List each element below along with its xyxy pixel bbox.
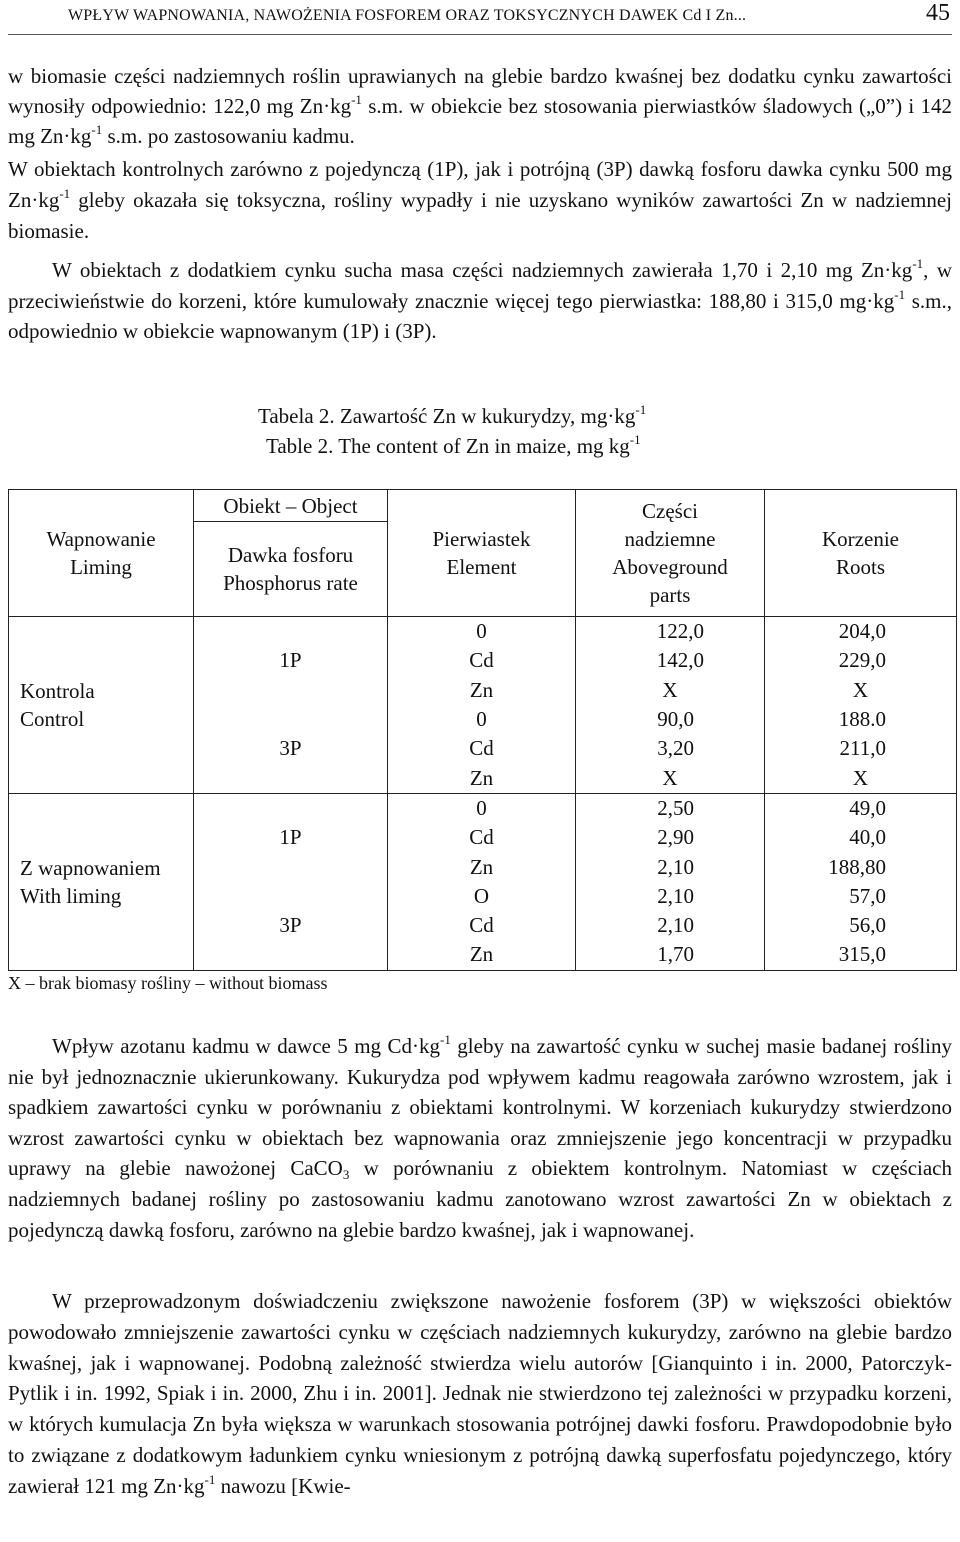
paragraph-4 [8, 1031, 952, 1245]
p1-text-a: w biomasie części nadziemnych roślin uprawianych na glebie bardzo kwaśnej bez dodatku cynku zawartości wynosiły odpowiednio: 122,0 mg Zn·kg [8, 64, 952, 118]
header-roots [765, 490, 957, 617]
cell-roots: 40,0 [765, 823, 957, 852]
cell-rate: 1P [194, 793, 388, 881]
cell-roots: 188.0 [765, 705, 957, 734]
cell-element: Cd [388, 911, 576, 940]
caption-en-exponent: -1 [629, 432, 641, 447]
running-title: WPŁYW WAPNOWANIA, NAWOŻENIA FOSFOREM ORAZ TOKSYCZNYCH DAWEK Cd I Zn... [68, 7, 747, 24]
header-liming-pl: Wapnowanie [46, 527, 156, 551]
p5-text-b: nawozu [Kwie- [215, 1473, 351, 1498]
paragraph-3 [8, 255, 952, 347]
table-row [9, 793, 957, 823]
cell-rate: 3P [194, 705, 388, 793]
cell-element: Cd [388, 646, 576, 675]
header-object: Obiekt – Object [194, 490, 388, 522]
cell-roots: 57,0 [765, 882, 957, 911]
header-phosphorus-rate [194, 522, 388, 617]
header-aboveground-2: nadziemne [624, 527, 716, 551]
p5-text-a: W przeprowadzonym doświadczeniu zwiększone nawożenie fosforem (3P) w większości obiektów powodowało zmniejszenie zawartości cynku w częściach nadziemnych kukurydzy, zarówno na glebie bardzo kwaśnej, jak i wapnowanej. Podobną zależność stwierdza wielu autorów [Gianquinto i in. 2000, Patorczyk-Pytlik i in. 1992, Spiak i in. 2000, Zhu i in. 2001]. Jednak nie stwierdzono tej zależności w przypadku korzeni, w których kumulacja Zn była większa w warunkach stosowania potrójnej dawki fosforu. Prawdopodobnie było to związane z dodatkowym ładunkiem cynku wniesionym z potrójną dawką superfosfatu pojedynczego, który zawierał 121 mg Zn·kg [8, 1289, 952, 1498]
limed-en: With liming [20, 883, 122, 908]
cell-aboveground: 2,10 [576, 911, 765, 940]
header-element [388, 490, 576, 617]
header-roots-en: Roots [835, 555, 885, 579]
zn-content-table-wrap [8, 489, 956, 971]
cell-element: Cd [388, 823, 576, 852]
p4-text-a: Wpływ azotanu kadmu w dawce 5 mg Cd·kg [52, 1034, 440, 1058]
cell-roots: 229,0 [765, 646, 957, 675]
header-aboveground-1: Części [642, 499, 698, 523]
header-liming-en: Liming [70, 555, 132, 579]
cell-aboveground: X [576, 763, 765, 793]
p3-exponent-2: -1 [894, 286, 906, 302]
paragraph-2 [8, 154, 952, 247]
cell-liming-limed [9, 793, 194, 970]
table-footnote: X – brak biomasy rośliny – without biomass [8, 973, 328, 993]
p3-text-c: s.m., odpowiednio w obiekcie wapnowanym (1P) i (3P). [8, 288, 952, 343]
cell-aboveground: 2,10 [576, 882, 765, 911]
cell-element: Zn [388, 852, 576, 881]
p4-text-b: gleby na zawartość cynku w suchej masie badanej rośliny nie był jednoznacznie ukierunkowany. Kukurydza pod wpływem kadmu reagowała zarówno wzrostem, jak i spadkiem zawartości cynku w porównaniu z obiektami kontrolnymi. W korzeniach kukurydzy stwierdzono wzrost zawartości cynku w obiektach bez wapnowania oraz zmniejszenie jego koncentracji w przypadku uprawy na glebie nawożonej CaCO [8, 1034, 952, 1181]
p1-exponent-1: -1 [351, 91, 362, 107]
cell-roots: 211,0 [765, 734, 957, 763]
page-number: 45 [926, 0, 950, 26]
header-roots-pl: Korzenie [822, 527, 899, 551]
cell-element: 0 [388, 705, 576, 734]
p4-text-c: w porównaniu z obiektem kontrolnym. Natomiast w częściach nadziemnych badanej rośliny po zastosowaniu kadmu zanotowano wzrost zawartości Zn w obiektach z pojedynczą dawką fosforu, zarówno na glebie bardzo kwaśnej, jak i wapnowanej. [8, 1156, 953, 1242]
cell-aboveground: 3,20 [576, 734, 765, 763]
cell-liming-control [9, 617, 194, 794]
cell-aboveground: 2,10 [576, 852, 765, 881]
cell-roots: 315,0 [765, 940, 957, 970]
header-liming [9, 490, 194, 617]
header-rate-pl: Dawka fosforu [227, 543, 354, 567]
p3-text-a: W obiektach z dodatkiem cynku sucha masa części nadziemnych zawierała 1,70 i 2,10 mg Zn·kg [52, 258, 913, 282]
cell-element: Cd [388, 734, 576, 763]
caption-pl [258, 401, 646, 431]
table-row [9, 617, 957, 647]
cell-rate: 1P [194, 617, 388, 705]
cell-element: Zn [388, 676, 576, 705]
running-header [8, 0, 952, 35]
p4-exponent-1: -1 [440, 1032, 451, 1047]
cell-element: 0 [388, 617, 576, 647]
cell-element: Zn [388, 940, 576, 970]
p2-text-a: W obiektach kontrolnych zarówno z pojedynczą (1P), jak i potrójną (3P) dawką fosforu dawka cynku 500 mg Zn·kg [8, 157, 952, 212]
p1-text-c: s.m. po zastosowaniu kadmu. [102, 123, 355, 148]
cell-aboveground: 142,0 [576, 646, 765, 675]
p3-text-b: , w przeciwieństwie do korzeni, które kumulowały znacznie więcej tego pierwiastka: 188,80 i 315,0 mg·kg [8, 258, 952, 313]
caption-pl-text: Tabela 2. Zawartość Zn w kukurydzy, mg·kg [258, 404, 636, 428]
limed-pl: Z wapnowaniem [20, 855, 161, 880]
cell-aboveground: X [576, 676, 765, 705]
cell-aboveground: 90,0 [576, 705, 765, 734]
header-aboveground-4: parts [649, 583, 691, 607]
p2-exponent-1: -1 [59, 186, 71, 201]
table-caption [258, 401, 646, 461]
control-en: Control [20, 706, 85, 731]
p2-text-b: gleby okazała się toksyczna, rośliny wypadły i nie uzyskano wyników zawartości Zn w nadziemnej biomasie. [8, 188, 952, 243]
cell-roots: 56,0 [765, 911, 957, 940]
cell-rate: 3P [194, 882, 388, 970]
cell-roots: 49,0 [765, 793, 957, 823]
p3-exponent-1: -1 [912, 256, 924, 271]
cell-roots: X [765, 763, 957, 793]
cell-element: O [388, 882, 576, 911]
p1-exponent-2: -1 [91, 121, 103, 137]
header-aboveground [576, 490, 765, 617]
p1-text-b: s.m. w obiekcie bez stosowania pierwiastków śladowych („0”) i 142 mg Zn·kg [8, 93, 953, 148]
p4-subscript-1: 3 [342, 1167, 350, 1183]
caption-en-text: Table 2. The content of Zn in maize, mg kg [266, 434, 630, 458]
cell-roots: X [765, 676, 957, 705]
cell-aboveground: 2,90 [576, 823, 765, 852]
header-element-pl: Pierwiastek [432, 527, 531, 551]
cell-aboveground: 1,70 [576, 940, 765, 970]
caption-pl-exponent: -1 [635, 402, 647, 417]
cell-element: 0 [388, 793, 576, 823]
cell-aboveground: 122,0 [576, 617, 765, 647]
header-aboveground-3: Aboveground [612, 555, 728, 579]
header-element-en: Element [446, 555, 517, 579]
caption-en [266, 431, 646, 461]
zn-content-table [8, 489, 957, 971]
paragraph-1 [8, 62, 952, 151]
paragraph-5 [8, 1286, 952, 1502]
cell-roots: 188,80 [765, 852, 957, 881]
cell-aboveground: 2,50 [576, 793, 765, 823]
p5-exponent-1: -1 [204, 1471, 216, 1487]
cell-element: Zn [388, 763, 576, 793]
control-pl: Kontrola [20, 678, 95, 703]
cell-roots: 204,0 [765, 617, 957, 647]
header-rate-en: Phosphorus rate [223, 571, 358, 595]
